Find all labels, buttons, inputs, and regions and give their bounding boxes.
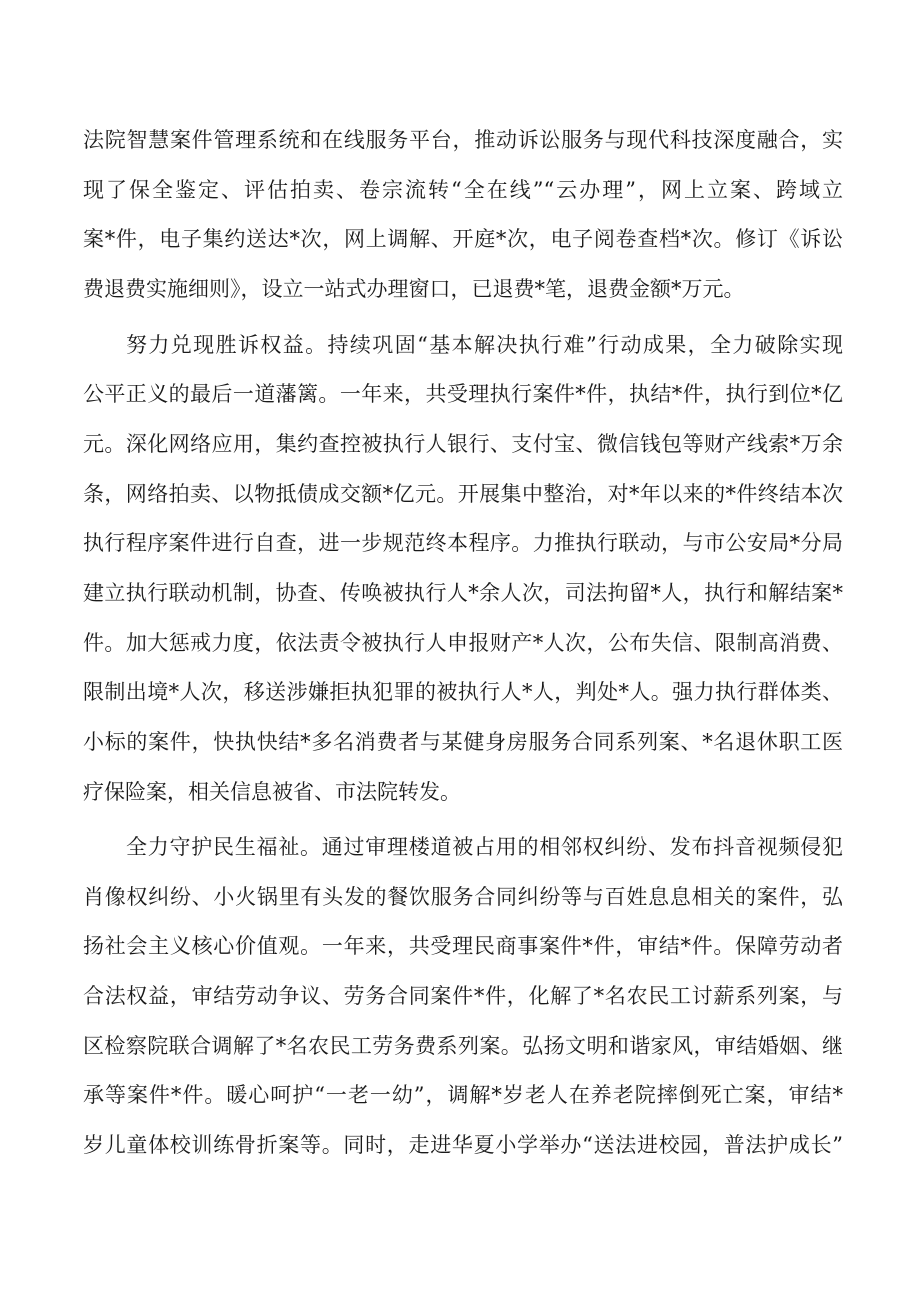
paragraph-3-line-1: 全力守护民生福祉。通过审理楼道被占用的相邻权纠纷、发布抖音视频侵犯 xyxy=(126,835,843,859)
paragraph-1-line-4: 费退费实施细则》，设立一站式办理窗口，已退费*笔，退费金额*万元。 xyxy=(83,277,745,301)
paragraph-2-line-8: 限制出境*人次，移送涉嫌拒执犯罪的被执行人*人，判处*人。强力执行群体类、 xyxy=(83,680,843,704)
paragraph-2-line-1: 努力兑现胜诉权益。持续巩固“基本解决执行难”行动成果，全力破除实现 xyxy=(126,333,843,357)
paragraph-2-line-4: 条，网络拍卖、以物抵债成交额*亿元。开展集中整治，对*年以来的*件终结本次 xyxy=(83,482,843,506)
paragraph-3-line-3: 扬社会主义核心价值观。一年来，共受理民商事案件*件，审结*件。保障劳动者 xyxy=(83,934,843,958)
paragraph-2-line-9: 小标的案件，快执快结*多名消费者与某健身房服务合同系列案、*名退休职工医 xyxy=(83,730,843,754)
paragraph-2-line-2: 公平正义的最后一道藩篱。一年来，共受理执行案件*件，执结*件，执行到位*亿 xyxy=(83,382,843,406)
paragraph-3-line-5: 区检察院联合调解了*名农民工劳务费系列案。弘扬文明和谐家风，审结婚姻、继 xyxy=(83,1034,843,1058)
paragraph-2-line-10: 疗保险案，相关信息被省、市法院转发。 xyxy=(83,780,461,804)
paragraph-1-line-3: 案*件，电子集约送达*次，网上调解、开庭*次，电子阅卷查档*次。修订《诉讼 xyxy=(83,227,843,251)
paragraph-1-line-1: 法院智慧案件管理系统和在线服务平台，推动诉讼服务与现代科技深度融合，实 xyxy=(83,128,843,152)
paragraph-3-line-2: 肖像权纠纷、小火锅里有头发的餐饮服务合同纠纷等与百姓息息相关的案件，弘 xyxy=(83,885,843,909)
paragraph-1-line-2: 现了保全鉴定、评估拍卖、卷宗流转“全在线”“云办理”，网上立案、跨域立 xyxy=(83,178,843,202)
paragraph-2-line-5: 执行程序案件进行自查，进一步规范终本程序。力推执行联动，与市公安局*分局 xyxy=(83,531,843,555)
paragraph-2-line-6: 建立执行联动机制，协查、传唤被执行人*余人次，司法拘留*人，执行和解结案* xyxy=(83,581,843,605)
paragraph-3-line-4: 合法权益，审结劳动争议、劳务合同案件*件，化解了*名农民工讨薪系列案，与 xyxy=(83,984,843,1008)
paragraph-2-line-3: 元。深化网络应用，集约查控被执行人银行、支付宝、微信钱包等财产线索*万余 xyxy=(83,432,843,456)
paragraph-3-line-6: 承等案件*件。暖心呵护“一老一幼”，调解*岁老人在养老院摔倒死亡案，审结* xyxy=(83,1083,843,1107)
paragraph-2-line-7: 件。加大惩戒力度，依法责令被执行人申报财产*人次，公布失信、限制高消费、 xyxy=(83,631,843,655)
paragraph-3-line-7: 岁儿童体校训练骨折案等。同时，走进华夏小学举办“送法进校园，普法护成长” xyxy=(83,1133,843,1157)
